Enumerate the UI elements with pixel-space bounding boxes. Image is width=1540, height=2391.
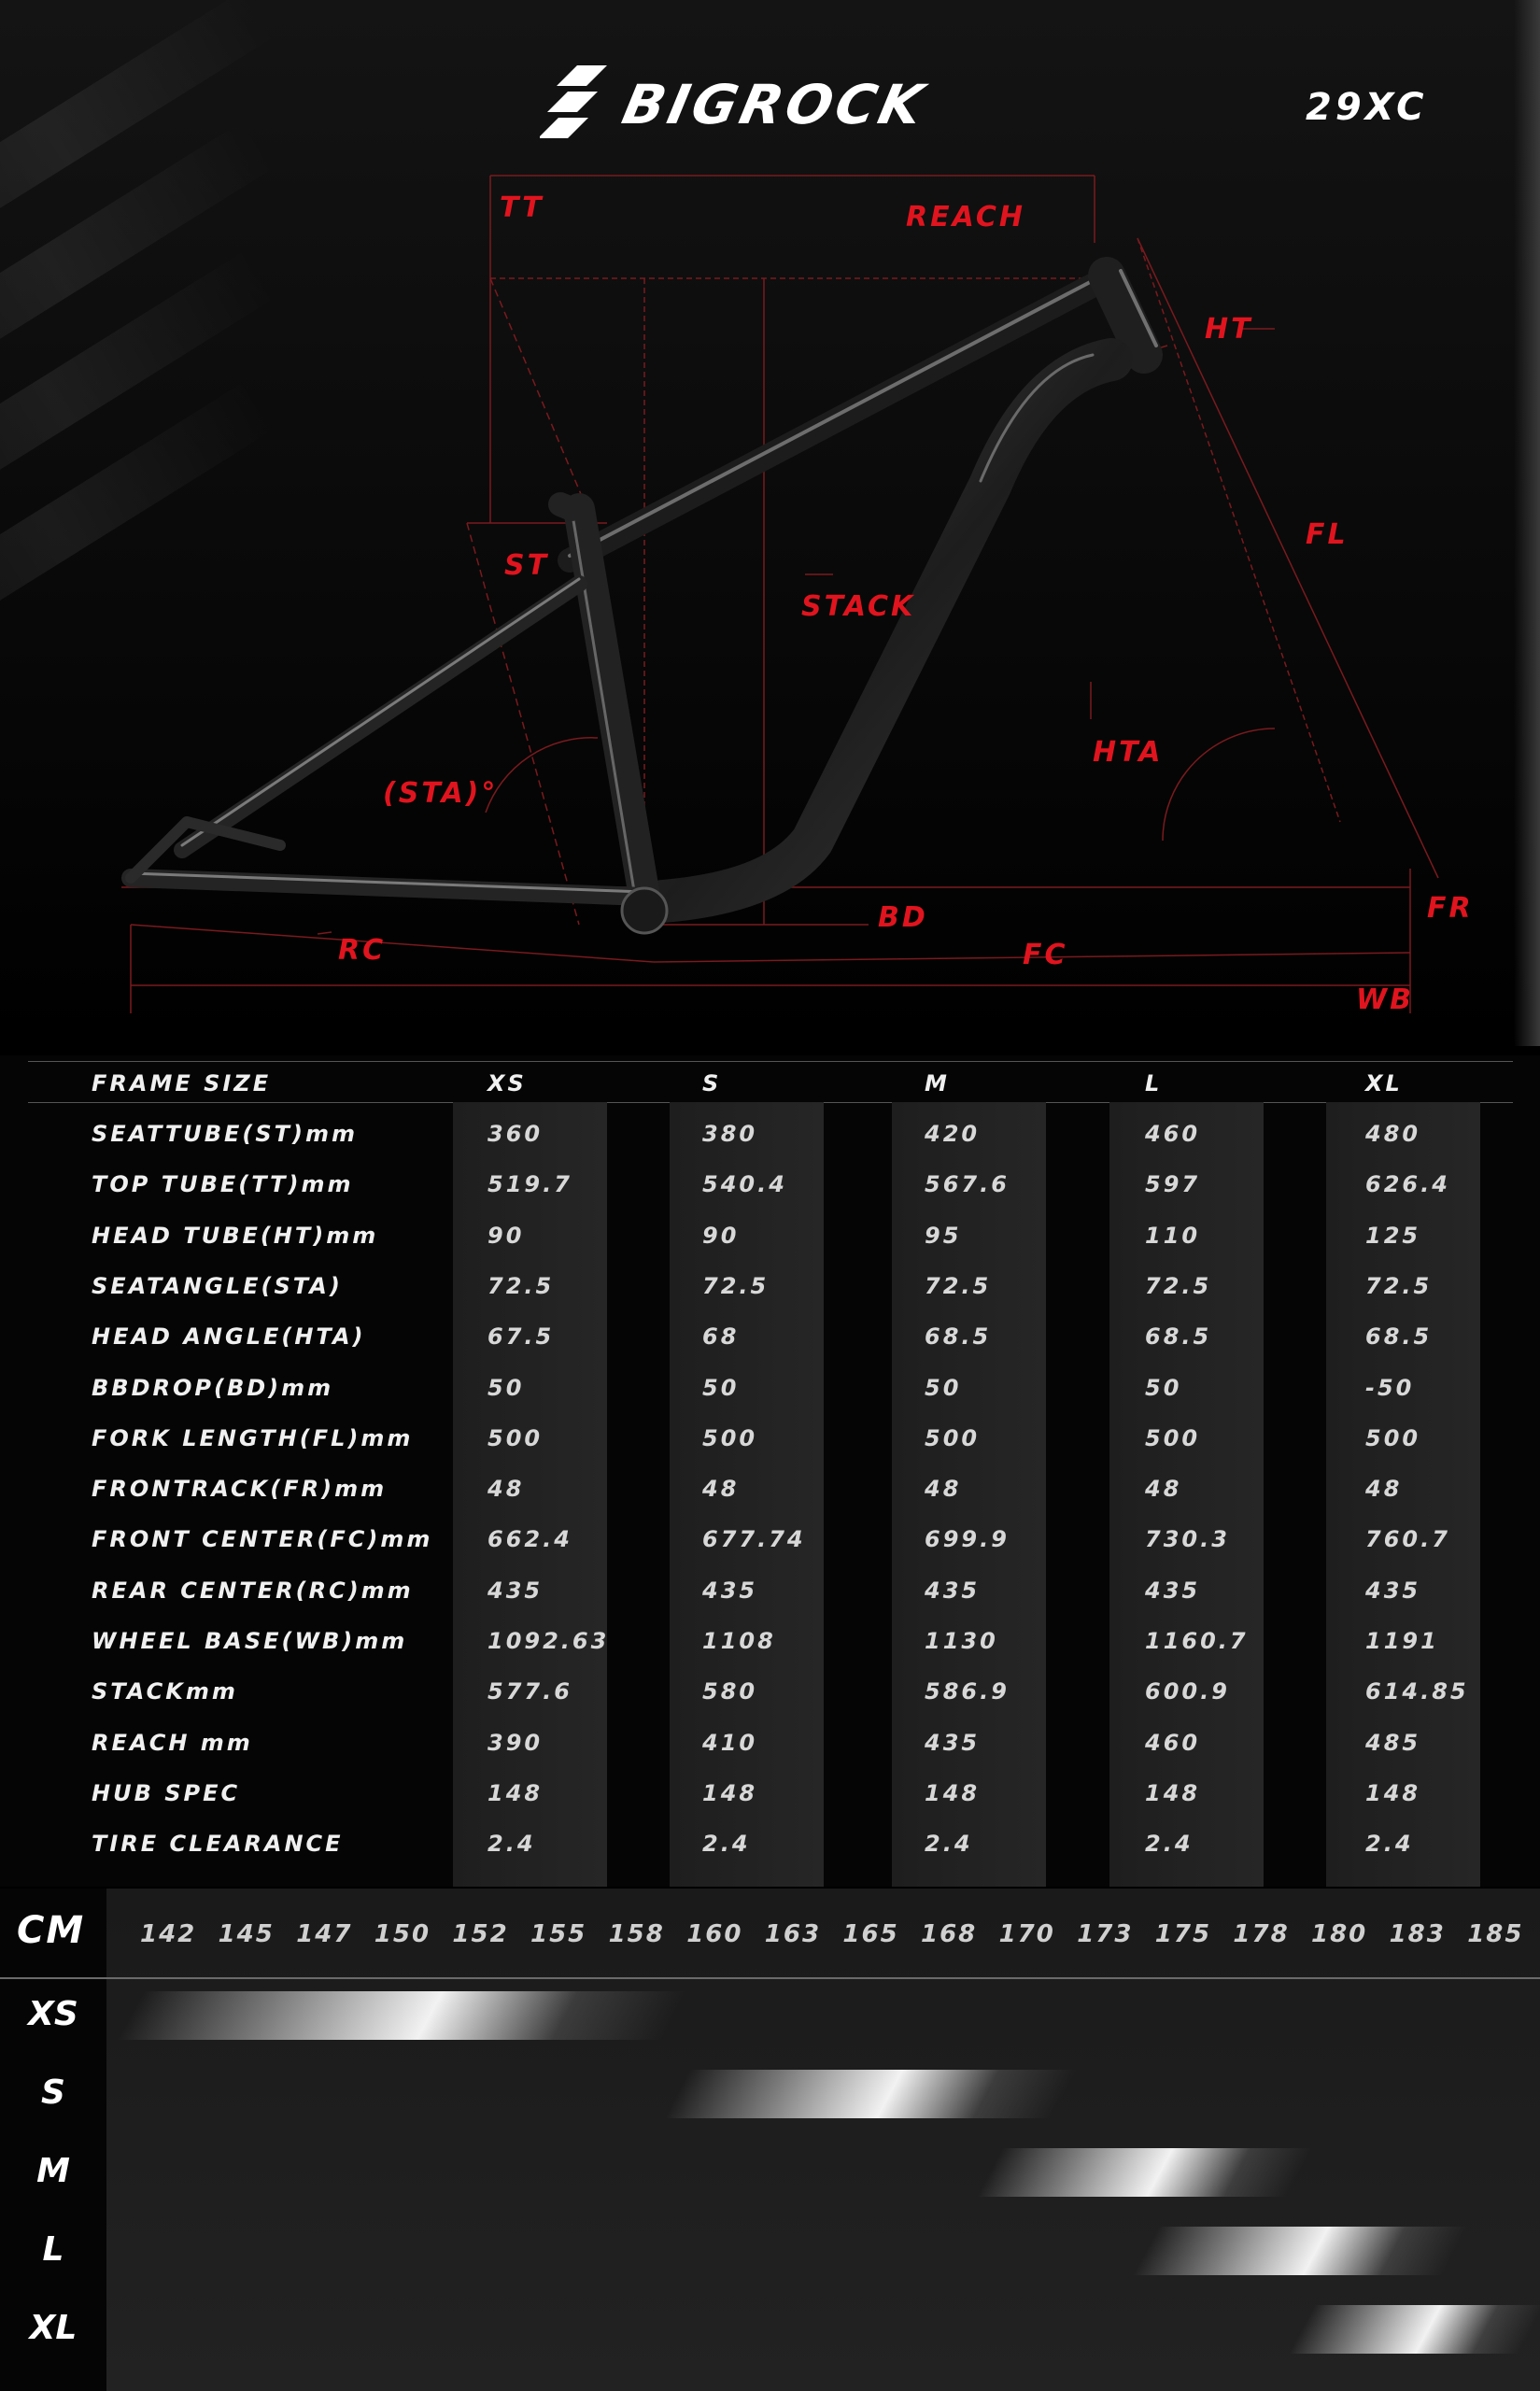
spec-cell: 1130: [925, 1628, 998, 1654]
spec-cell: 2.4: [487, 1831, 536, 1858]
size-header-s: S: [702, 1070, 722, 1096]
spec-cell: 600.9: [1145, 1678, 1230, 1705]
spec-cell: 72.5: [1145, 1272, 1212, 1299]
spec-cell: 148: [1365, 1779, 1421, 1806]
spec-cell: 1092.63: [487, 1628, 610, 1654]
spec-cell: 420: [925, 1121, 981, 1147]
size-label-xs: XS: [28, 1995, 78, 2033]
spec-cell: 148: [925, 1779, 981, 1806]
geometry-section: [0, 0, 1540, 1046]
spec-cell: 699.9: [925, 1526, 1010, 1553]
label-fc: FC: [1023, 939, 1068, 971]
spec-cell: 460: [1145, 1729, 1201, 1756]
spec-cell: 68: [702, 1323, 740, 1351]
height-tick: 145: [218, 1920, 275, 1948]
unit-label: CM: [17, 1909, 86, 1952]
spec-cell: 90: [487, 1222, 525, 1249]
size-range-bar-xl: [1289, 2305, 1540, 2354]
spec-cell: 677.74: [702, 1526, 806, 1553]
spec-cell: 500: [487, 1424, 544, 1451]
table-divider: [28, 1061, 1513, 1062]
label-fl: FL: [1306, 518, 1349, 551]
height-tick: 175: [1154, 1920, 1212, 1948]
spec-cell: 2.4: [702, 1831, 751, 1858]
height-tick: 158: [608, 1920, 665, 1948]
spec-cell: 519.7: [487, 1171, 572, 1198]
size-label-m: M: [36, 2152, 70, 2190]
spec-cell: 360: [487, 1121, 544, 1147]
spec-row-label: REACH mm: [92, 1729, 253, 1756]
spec-cell: 597: [1145, 1171, 1201, 1198]
spec-cell: 435: [925, 1729, 981, 1756]
table-header-label: FRAME SIZE: [92, 1070, 272, 1096]
spec-cell: 48: [1145, 1476, 1182, 1503]
spec-cell: 68.5: [1365, 1323, 1433, 1351]
spec-cell: 50: [487, 1374, 525, 1401]
spec-cell: 72.5: [1365, 1272, 1433, 1299]
spec-cell: 540.4: [702, 1171, 787, 1198]
spec-cell: 435: [487, 1577, 544, 1604]
label-rc: RC: [338, 934, 387, 967]
height-tick: 165: [842, 1920, 899, 1948]
column-bg: [1109, 1102, 1264, 1887]
size-label-xl: XL: [29, 2309, 78, 2347]
size-range-bar-m: [977, 2148, 1311, 2197]
spec-row-label: HEAD TUBE(HT)mm: [92, 1222, 379, 1249]
size-header-l: L: [1145, 1070, 1163, 1096]
spec-cell: 435: [1365, 1577, 1421, 1604]
spec-cell: 2.4: [1145, 1831, 1194, 1858]
label-wb: WB: [1356, 983, 1414, 1016]
size-label-s: S: [41, 2073, 65, 2112]
bike-frame: [131, 271, 1156, 933]
spec-cell: 500: [702, 1424, 758, 1451]
label-bd: BD: [878, 901, 928, 934]
column-bg: [1326, 1102, 1480, 1887]
label-ht: HT: [1205, 313, 1253, 346]
spec-cell: 500: [925, 1424, 981, 1451]
spec-cell: 1191: [1365, 1628, 1439, 1654]
height-tick: 170: [998, 1920, 1055, 1948]
height-tick: 163: [764, 1920, 822, 1948]
label-hta: HTA: [1093, 736, 1164, 769]
rider-height-chart: [0, 1889, 1540, 2391]
spec-cell: 68.5: [925, 1323, 992, 1351]
spec-cell: 380: [702, 1121, 758, 1147]
spec-cell: 1108: [702, 1628, 776, 1654]
spec-cell: 577.6: [487, 1678, 572, 1705]
spec-row-label: SEATTUBE(ST)mm: [92, 1121, 359, 1147]
spec-cell: 500: [1365, 1424, 1421, 1451]
height-tick: 150: [374, 1920, 431, 1948]
spec-row-label: SEATANGLE(STA): [92, 1272, 343, 1299]
label-stack: STACK: [801, 590, 916, 623]
spec-cell: 48: [1365, 1476, 1403, 1503]
spec-row-label: STACKmm: [92, 1678, 238, 1705]
size-range-bar-l: [1133, 2227, 1467, 2275]
spec-cell: 500: [1145, 1424, 1201, 1451]
label-sta: (STA)°: [383, 777, 499, 810]
spec-cell: 48: [702, 1476, 740, 1503]
spec-cell: 50: [702, 1374, 740, 1401]
height-tick: 173: [1077, 1920, 1134, 1948]
spec-row-label: FRONTRACK(FR)mm: [92, 1476, 388, 1503]
height-tick: 142: [140, 1920, 197, 1948]
spec-row-label: REAR CENTER(RC)mm: [92, 1577, 414, 1604]
size-range-bar-xs: [118, 1991, 686, 2040]
spec-cell: 67.5: [487, 1323, 555, 1351]
spec-cell: 68.5: [1145, 1323, 1212, 1351]
label-fr: FR: [1427, 892, 1474, 925]
spec-cell: 662.4: [487, 1526, 572, 1553]
spec-cell: 48: [487, 1476, 525, 1503]
column-bg: [670, 1102, 824, 1887]
spec-cell: 48: [925, 1476, 962, 1503]
spec-cell: 2.4: [925, 1831, 973, 1858]
spec-cell: 435: [702, 1577, 758, 1604]
spec-row-label: HEAD ANGLE(HTA): [92, 1323, 366, 1351]
height-tick: 160: [686, 1920, 743, 1948]
column-bg: [892, 1102, 1046, 1887]
spec-cell: 50: [1145, 1374, 1182, 1401]
size-label-l: L: [42, 2230, 64, 2269]
model-name: 29XC: [1306, 86, 1428, 129]
spec-row-label: HUB SPEC: [92, 1779, 241, 1806]
spec-cell: 148: [487, 1779, 544, 1806]
height-tick: 180: [1311, 1920, 1368, 1948]
height-tick: 155: [530, 1920, 587, 1948]
spec-cell: 72.5: [925, 1272, 992, 1299]
height-tick: 152: [452, 1920, 509, 1948]
spec-cell: 567.6: [925, 1171, 1010, 1198]
spec-cell: 485: [1365, 1729, 1421, 1756]
spec-cell: 148: [702, 1779, 758, 1806]
spec-cell: 580: [702, 1678, 758, 1705]
spec-cell: 730.3: [1145, 1526, 1230, 1553]
spec-cell: 125: [1365, 1222, 1421, 1249]
spec-cell: 148: [1145, 1779, 1201, 1806]
spec-cell: 90: [702, 1222, 740, 1249]
size-header-m: M: [925, 1070, 950, 1096]
brand-name: BIGROCK: [616, 73, 933, 136]
height-tick: 168: [921, 1920, 978, 1948]
spec-cell: 390: [487, 1729, 544, 1756]
column-bg: [453, 1102, 610, 1887]
spec-cell: 50: [925, 1374, 962, 1401]
spec-cell: 2.4: [1365, 1831, 1414, 1858]
spec-row-label: BBDROP(BD)mm: [92, 1374, 334, 1401]
spec-cell: -50: [1365, 1374, 1415, 1401]
spec-table: [0, 1055, 1540, 1887]
spec-cell: 614.85: [1365, 1678, 1469, 1705]
spec-cell: 460: [1145, 1121, 1201, 1147]
size-header-xl: XL: [1365, 1070, 1403, 1096]
spec-cell: 72.5: [487, 1272, 555, 1299]
spec-cell: 95: [925, 1222, 962, 1249]
spec-cell: 72.5: [702, 1272, 770, 1299]
spec-cell: 435: [1145, 1577, 1201, 1604]
spec-cell: 586.9: [925, 1678, 1010, 1705]
height-tick: 178: [1233, 1920, 1290, 1948]
spec-row-label: FORK LENGTH(FL)mm: [92, 1424, 414, 1451]
height-tick: 183: [1389, 1920, 1446, 1948]
spec-row-label: TIRE CLEARANCE: [92, 1831, 344, 1858]
label-st: ST: [504, 549, 550, 582]
spec-cell: 410: [702, 1729, 758, 1756]
spec-cell: 480: [1365, 1121, 1421, 1147]
spec-row-label: TOP TUBE(TT)mm: [92, 1171, 354, 1198]
spec-row-label: FRONT CENTER(FC)mm: [92, 1526, 433, 1553]
chart-divider: [0, 1977, 1540, 1979]
spec-cell: 435: [925, 1577, 981, 1604]
spec-cell: 110: [1145, 1222, 1201, 1249]
height-tick: 185: [1467, 1920, 1524, 1948]
size-header-xs: XS: [487, 1070, 527, 1096]
label-reach: REACH: [906, 201, 1026, 233]
spec-cell: 760.7: [1365, 1526, 1450, 1553]
size-range-bar-s: [664, 2070, 1077, 2118]
spec-cell: 626.4: [1365, 1171, 1450, 1198]
spec-cell: 1160.7: [1145, 1628, 1249, 1654]
spec-row-label: WHEEL BASE(WB)mm: [92, 1628, 408, 1654]
label-tt: TT: [500, 191, 544, 224]
height-tick: 147: [296, 1920, 353, 1948]
